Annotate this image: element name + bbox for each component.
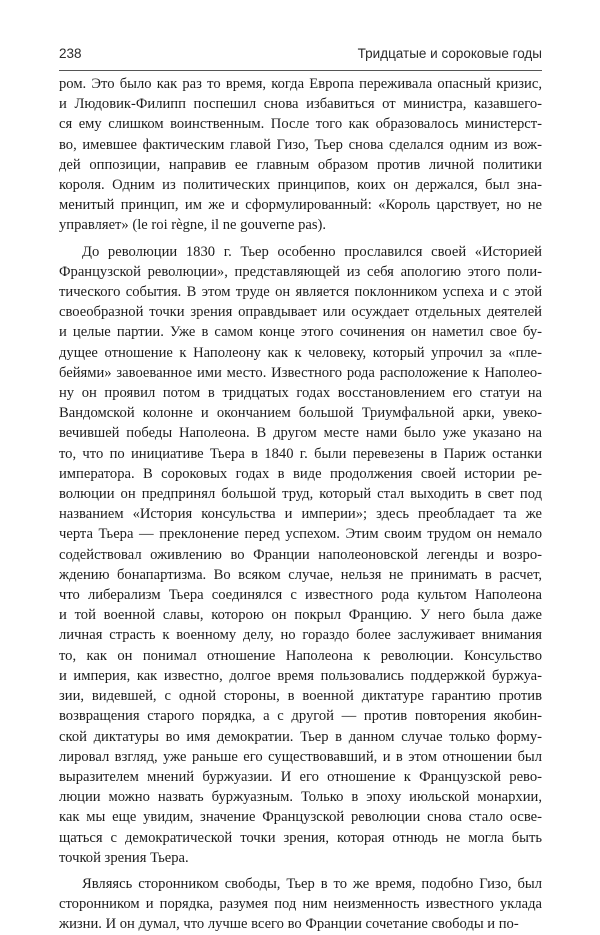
text-line: и целые партии. Уже в самом конце этого сочинения он наметил свое бу- (59, 324, 542, 341)
body-text (59, 74, 542, 935)
text-line: Являясь сторонником свободы, Тьер в то же время, подобно Гизо, был (82, 875, 542, 892)
paragraph (59, 74, 542, 236)
text-line: черта Тьера — преклонение перед успехом. Этим своим трудом он немало (59, 526, 542, 543)
text-line: и Людовик-Филипп поспешил снова избавиться от министра, казавшего- (59, 96, 542, 113)
running-title: Тридцатые и сороковые годы (357, 46, 542, 61)
paragraph (59, 874, 542, 935)
text-line: во, имевшее фактическим главой Гизо, Тьер снова сделался одним из вож- (59, 136, 542, 153)
text-line: выразителем мнений буржуазии. И его отношение к Французской рево- (59, 768, 542, 785)
text-line: Французской революции», представляющей из себя апологию этого поли- (59, 263, 542, 280)
text-line: дей оппозиции, направив ее главным образом против личной политики (59, 156, 542, 173)
text-line: ся ему слишком воинственным. После того как образовалось министерст- (59, 116, 542, 133)
text-line: ром. Это было как раз то время, когда Европа переживала опасный кризис, (59, 76, 542, 92)
text-line: тического события. В этом труде он является поклонником успеха и с этой (59, 284, 542, 301)
text-line: менитый принцип, им же и сформулированный: «Король царствует, но не (59, 197, 542, 214)
text-line: как мы еще увидим, значение Французской революции снова стало осве- (59, 809, 542, 826)
header-rule (59, 70, 542, 71)
text-line: и той военной славы, которою он покрыл Францию. У него была даже (59, 607, 542, 624)
text-line: жизни. И он думал, что лучше всего во Франции сочетание свободы и по- (59, 916, 519, 933)
text-line: своеобразной точки зрения оправдывает или осуждает отдельных деятелей (59, 304, 542, 321)
text-line: короля. Одним из политических принципов, коих он держался, был зна- (59, 177, 542, 194)
text-line: точкой зрения Тьера. (59, 849, 189, 866)
text-line: ждению бонапартизма. Во всяком случае, нельзя не принимать в расчет, (59, 566, 542, 583)
text-line: лировал взгляд, уже раньше его существовавший, и в этом отношении был (59, 748, 542, 765)
text-line: Вандомской колонне и окончанием большой Триумфальной арки, увеко- (59, 405, 542, 422)
text-line: возвращения старого порядка, а с другой — против повторения якобин- (59, 708, 542, 725)
text-line: бейями» завоеванное ими место. Известного рода расположение к Наполео- (59, 364, 542, 381)
text-line: зии, видевшей, с одной стороны, в военной диктатуре гарантию против (59, 688, 542, 705)
text-line: щаться с демократической точки зрения, которая отнюдь не могла быть (59, 829, 542, 846)
text-line: ну он проявил потом в тридцатых годах восстановлением его статуи на (59, 385, 542, 402)
text-line: сторонником и порядка, разумея под ним неизменность известного уклада (59, 896, 542, 913)
text-line: управляет» (le roi règne, il ne gouverne pas). (59, 217, 327, 234)
text-line: содействовал оживлению во Франции наполеоновской легенды и возро- (59, 546, 542, 563)
text-line: волюции он предпринял большой труд, который стал выходить в свет под (59, 486, 542, 503)
text-line: вечившей победы Наполеона. В другом месте нами было уже указано на (59, 425, 542, 442)
text-line: ской диктатуры во имя демократии. Тьер в данном случае только форму- (59, 728, 542, 745)
text-line: и империя, как известно, долгое время пользовались поддержкой буржуа- (59, 667, 542, 684)
paragraph (59, 242, 542, 868)
text-line: императора. В сороковых годах в виде продолжения своей истории ре- (59, 465, 542, 482)
text-line: названием «История консульства и империи»; здесь преобладает та же (59, 506, 542, 523)
text-line: личная страсть к военному делу, но гораздо более заслуживает внимания (59, 627, 542, 644)
running-header (59, 46, 542, 68)
book-page (59, 0, 542, 933)
text-line: дущее отношение к Наполеону как к человеку, который упрочил за «пле- (59, 344, 542, 361)
text-line: что либерализм Тьера соединялся с известного рода культом Наполеона (59, 587, 542, 604)
text-line: люции можно назвать буржуазным. Только в эпоху июльской монархии, (59, 789, 542, 806)
page-number: 238 (59, 46, 82, 61)
text-line: До революции 1830 г. Тьер особенно прославился своей «Историей (82, 243, 542, 260)
text-line: то, как он понимал отношение Наполеона к революции. Консульство (59, 647, 542, 664)
text-line: то, что по инициативе Тьера в 1840 г. были перевезены в Париж останки (59, 445, 542, 462)
